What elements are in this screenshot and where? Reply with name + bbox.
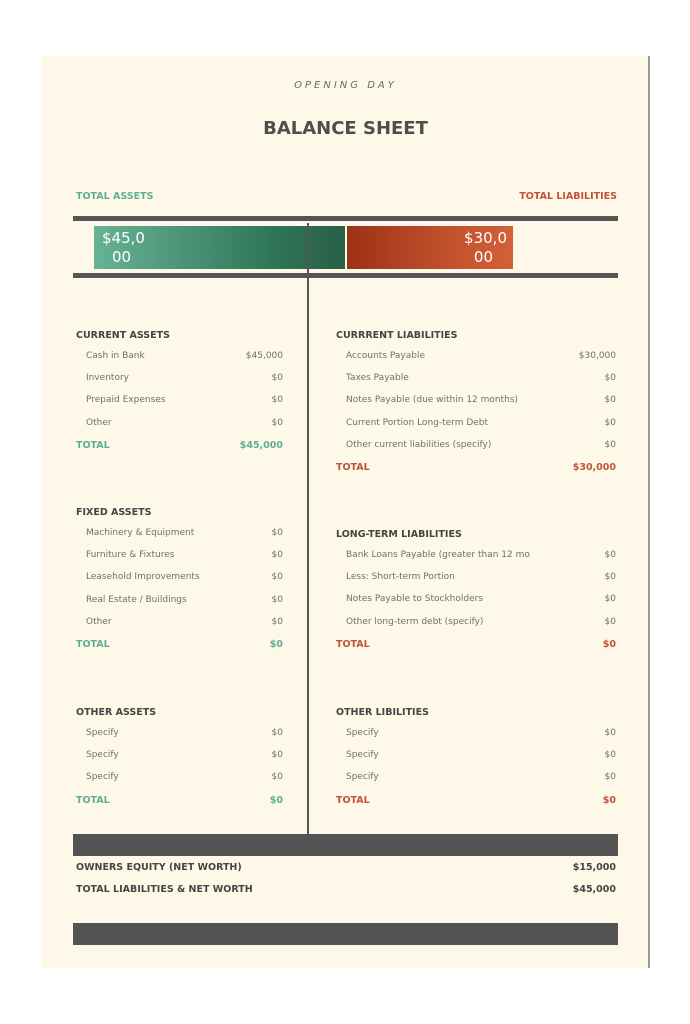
table-row — [76, 572, 283, 594]
table-row — [336, 550, 616, 572]
row-value: $0 — [604, 616, 616, 627]
row-label: Real Estate / Buildings — [86, 594, 187, 605]
row-label: Notes Payable to Stockholders — [346, 594, 483, 605]
total-value: $30,000 — [572, 461, 616, 473]
row-label: Specify — [86, 750, 119, 761]
row-label: Prepaid Expenses — [86, 395, 166, 406]
owners-equity-value: $15,000 — [572, 862, 616, 873]
table-row — [336, 728, 616, 750]
row-label: Current Portion Long-term Debt — [346, 417, 489, 428]
other-liabilities-section — [336, 706, 616, 817]
total-label: TOTAL — [336, 461, 370, 473]
table-row — [76, 550, 283, 572]
row-value: $0 — [604, 594, 616, 605]
row-label: Notes Payable (due within 12 months) — [346, 395, 519, 406]
row-label: Taxes Payable — [346, 373, 409, 384]
owners-equity-row — [76, 862, 616, 873]
column-divider — [307, 223, 309, 835]
row-value: $0 — [271, 728, 283, 738]
section-heading: CURRENT ASSETS — [76, 330, 170, 341]
row-label: Machinery & Equipment — [86, 528, 195, 538]
row-label: Less: Short-term Portion — [346, 572, 455, 583]
table-row — [336, 772, 616, 794]
row-label: Specify — [346, 728, 379, 738]
row-value: $0 — [604, 439, 616, 450]
row-label: Other current liabilities (specify) — [346, 439, 492, 450]
section-total — [76, 440, 283, 462]
footer-top-band — [73, 834, 618, 856]
row-value: $0 — [604, 550, 616, 560]
table-row — [336, 440, 616, 462]
owners-equity-label: OWNERS EQUITY (NET WORTH) — [76, 862, 242, 873]
total-label: TOTAL — [76, 794, 110, 806]
row-value: $0 — [271, 373, 283, 384]
table-row — [76, 351, 283, 373]
total-liabilities-net-worth-row — [76, 884, 616, 895]
row-value: $0 — [271, 550, 283, 561]
total-label: TOTAL — [336, 794, 370, 806]
other-assets-section — [76, 706, 283, 817]
section-total — [336, 639, 616, 661]
row-label: Specify — [86, 772, 119, 783]
table-row — [336, 572, 616, 594]
table-row — [76, 617, 283, 639]
page-edge-rule — [648, 56, 650, 968]
row-label: Other long-term debt (specify) — [346, 616, 484, 627]
table-row — [336, 351, 616, 373]
section-total — [76, 639, 283, 661]
section-heading: OTHER LIBILITIES — [336, 707, 429, 718]
row-value: $0 — [604, 772, 616, 783]
total-value: $45,000 — [239, 439, 283, 451]
total-assets-value-wrap: 00 — [112, 248, 132, 266]
row-value: $0 — [271, 750, 283, 761]
total-liabilities-value: $30,0 — [464, 229, 507, 247]
current-assets-section — [76, 329, 283, 462]
row-value: $45,000 — [245, 351, 283, 361]
long-term-liabilities-section — [336, 528, 616, 661]
summary-bottom-rule — [73, 273, 618, 278]
table-row — [336, 395, 616, 417]
section-total — [336, 462, 616, 484]
table-row — [76, 528, 283, 550]
row-label: Accounts Payable — [346, 351, 426, 361]
table-row — [76, 772, 283, 794]
section-heading: CURRRENT LIABILITIES — [336, 330, 458, 341]
row-label: Specify — [346, 750, 379, 761]
row-label: Bank Loans Payable (greater than 12 mo — [346, 550, 530, 560]
fixed-assets-section — [76, 506, 283, 661]
table-row — [336, 594, 616, 616]
row-label: Other — [86, 616, 112, 627]
balance-sheet-page — [42, 56, 649, 968]
page-title: BALANCE SHEET — [263, 118, 428, 139]
table-row — [336, 617, 616, 639]
row-value: $0 — [604, 572, 616, 583]
table-row — [76, 395, 283, 417]
row-value: $0 — [271, 395, 283, 406]
row-value: $30,000 — [578, 351, 616, 361]
total-label: TOTAL — [336, 638, 370, 650]
total-liabilities-net-worth-value: $45,000 — [572, 884, 616, 895]
table-row — [336, 418, 616, 440]
section-total — [336, 795, 616, 817]
subtitle: OPENING DAY — [294, 80, 397, 91]
table-row — [76, 418, 283, 440]
row-value: $0 — [604, 373, 616, 384]
total-assets-label: TOTAL ASSETS — [76, 191, 154, 202]
current-liabilities-section — [336, 329, 616, 484]
row-label: Specify — [346, 772, 379, 783]
section-heading: OTHER ASSETS — [76, 707, 157, 718]
total-value: $0 — [602, 794, 616, 806]
row-value: $0 — [271, 528, 283, 538]
row-value: $0 — [271, 772, 283, 783]
table-row — [76, 728, 283, 750]
row-value: $0 — [604, 728, 616, 738]
summary-top-rule — [73, 216, 618, 221]
total-assets-value: $45,0 — [102, 229, 145, 247]
total-liabilities-net-worth-label: TOTAL LIABILITIES & NET WORTH — [76, 884, 253, 895]
row-label: Cash in Bank — [86, 351, 145, 361]
total-value: $0 — [269, 794, 283, 806]
total-liabilities-value-wrap: 00 — [473, 248, 493, 266]
section-total — [76, 795, 283, 817]
row-label: Other — [86, 417, 112, 428]
total-liabilities-bar — [347, 226, 513, 269]
total-label: TOTAL — [76, 638, 110, 650]
row-label: Furniture & Fixtures — [86, 550, 175, 561]
row-label: Leasehold Improvements — [86, 572, 200, 583]
row-value: $0 — [271, 572, 283, 583]
row-value: $0 — [271, 417, 283, 428]
table-row — [76, 373, 283, 395]
total-value: $0 — [602, 638, 616, 650]
total-liabilities-label: TOTAL LIABILITIES — [519, 191, 617, 202]
footer-bottom-band — [73, 923, 618, 945]
section-heading: FIXED ASSETS — [76, 507, 152, 518]
table-row — [76, 595, 283, 617]
row-value: $0 — [604, 417, 616, 428]
row-value: $0 — [604, 750, 616, 761]
table-row — [76, 750, 283, 772]
row-label: Inventory — [86, 373, 129, 384]
total-label: TOTAL — [76, 439, 110, 451]
row-label: Specify — [86, 728, 119, 738]
row-value: $0 — [271, 616, 283, 627]
row-value: $0 — [271, 594, 283, 605]
section-heading: LONG-TERM LIABILITIES — [336, 529, 462, 540]
table-row — [336, 373, 616, 395]
total-value: $0 — [269, 638, 283, 650]
table-row — [336, 750, 616, 772]
row-value: $0 — [604, 395, 616, 406]
